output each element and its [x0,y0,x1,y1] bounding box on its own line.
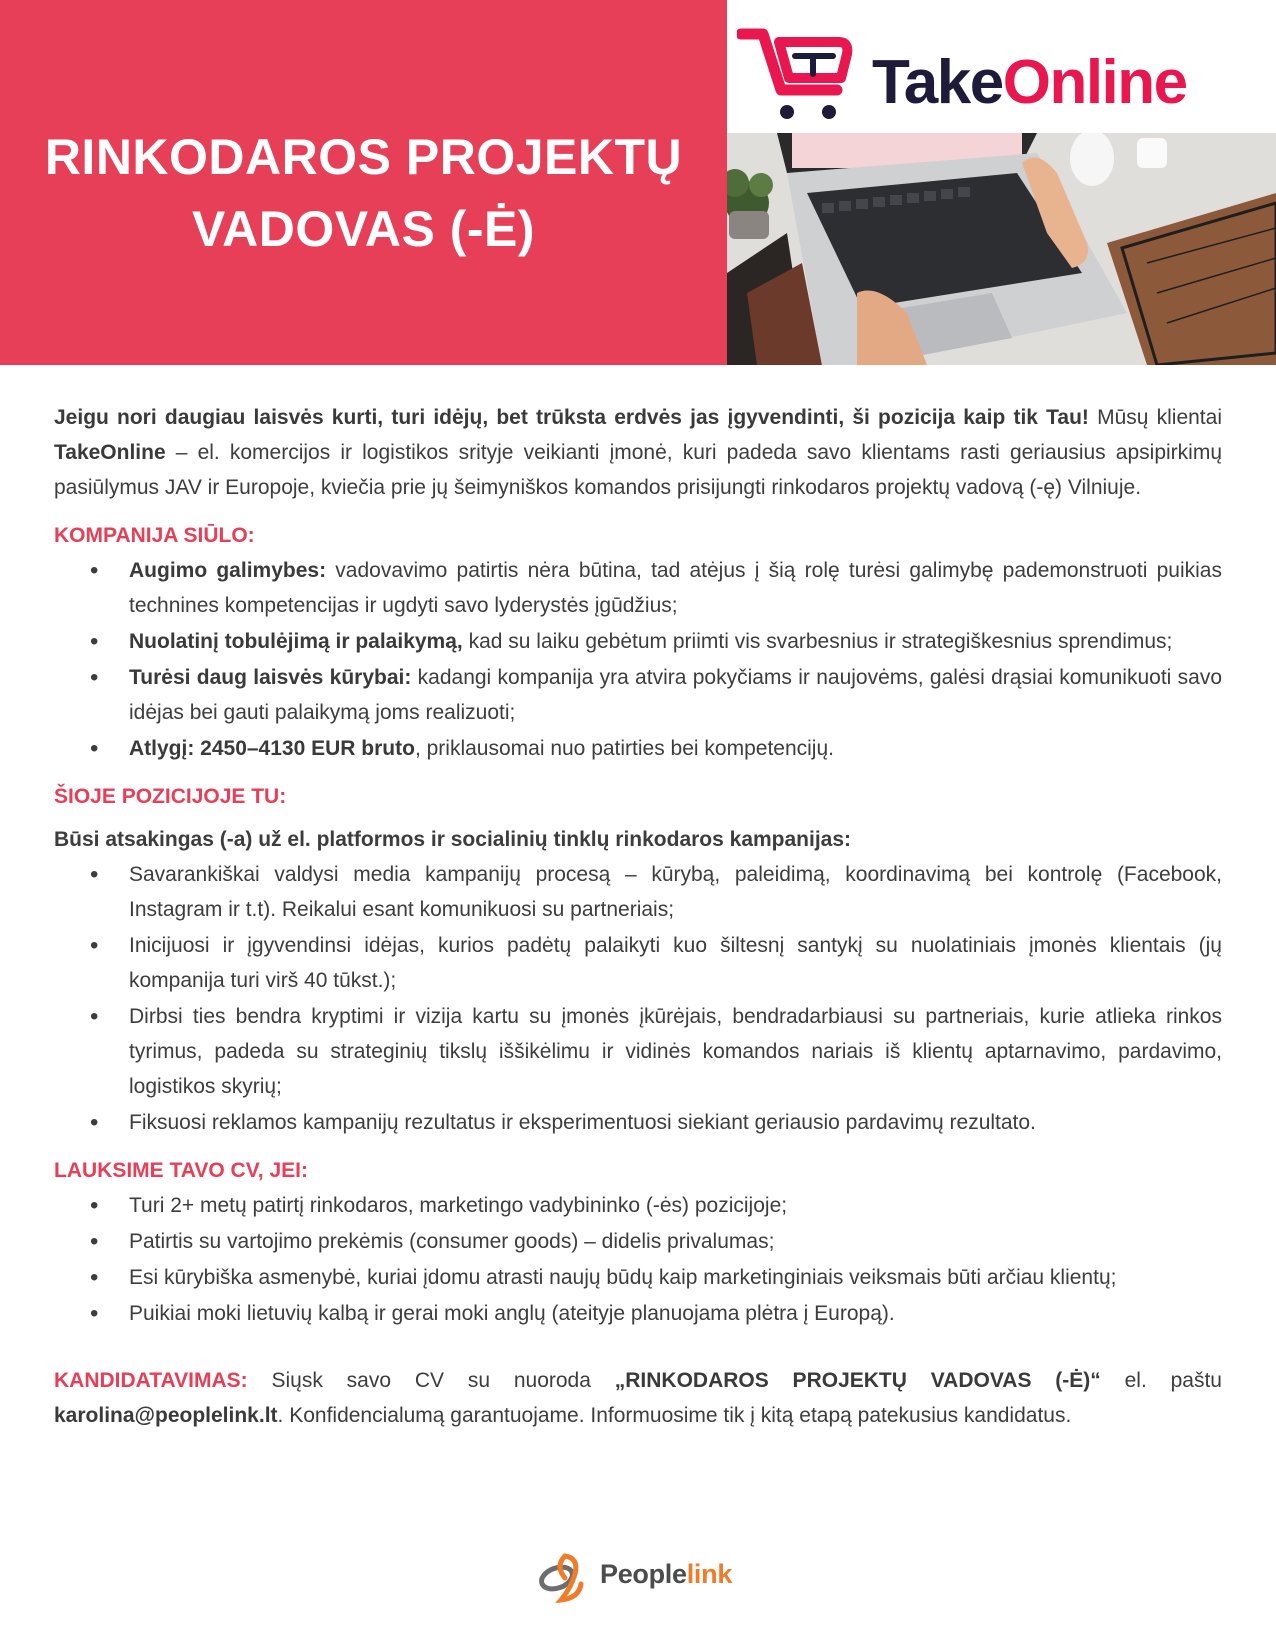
email-link[interactable]: karolina@peoplelink.lt [54,1404,278,1427]
list-item: • Savarankiškai valdysi media kampanijų procesą – kūrybą, paleidimą, koordinavimą bei kontrolę (Facebook, Instagram ir t.t). Reikalui esant komunikuosi su partneriais; [54,857,1222,927]
candidacy-paragraph: KANDIDATAVIMAS: Siųsk savo CV su nuoroda „RINKODAROS PROJEKTŲ VADOVAS (-Ė)“ el. paštu karolina@peoplelink.lt. Konfidencialumą garantuojame. Informuosime tik į kitą etapą patekusius kandidatus. [54,1369,1222,1427]
peoplelink-wordmark: Peoplelink [600,1559,733,1589]
position-subheading: Būsi atsakingas (-a) už el. platformos ir socialinių tinklų rinkodaros kampanijas: [54,828,852,851]
cart-icon [737,28,857,128]
title-line-2: VADOVAS (-Ė) [191,200,536,257]
list-item: • Nuolatinį tobulėjimą ir palaikymą, kad su laiku gebėtum priimti vis svarbesnius ir strategiškesnius sprendimus; [54,624,1222,659]
offers-heading: KOMPANIJA SIŪLO: [54,524,255,547]
takeonline-wordmark: TakeOnline [872,48,1187,117]
list-item: • Atlygį: 2450–4130 EUR bruto, priklausomai nuo patirties bei kompetencijų. [54,731,1222,766]
page-title [45,101,682,265]
requirements-heading: LAUKSIME TAVO CV, JEI: [54,1159,308,1182]
position-list [54,857,1222,1140]
list-item: • Inicijuosi ir įgyvendinsi idėjas, kurios padėtų palaikyti kuo šiltesnį santykį su nuolatiniais įmonės klientais (jų kompanija turi virš 40 tūkst.); [54,928,1222,998]
list-item: • Turi 2+ metų patirtį rinkodaros, marketingo vadybininko (-ės) pozicijoje; [54,1188,1222,1223]
requirements-list [54,1188,1222,1331]
list-item: • Dirbsi ties bendra kryptimi ir vizija kartu su įmonės įkūrėjais, bendradarbiausi su partneriais, kurie atlieka rinkos tyrimus, padeda su strateginių tikslų iššikėlimu ir vidinės komandos nariais iš klientų aptarnavimo, pardavimo, logistikos skyrių; [54,999,1222,1104]
title-line-1: RINKODAROS PROJEKTŲ [44,128,683,185]
offers-list [54,553,1222,766]
candidacy-label: KANDIDATAVIMAS: [54,1369,248,1392]
list-item: • Augimo galimybes: vadovavimo patirtis nėra būtina, tad atėjus į šią rolę turėsi galimybę pademonstruoti puikias technines kompetencijas ir ugdyti savo lyderystės įgūdžius; [54,553,1222,623]
header [0,0,1276,365]
list-item: • Esi kūrybiška asmenybė, kuriai įdomu atrasti naujų būdų kaip marketinginiais veiksmais būti arčiau klientų; [54,1260,1222,1295]
company-name: TakeOnline [54,441,166,464]
title-banner [0,0,727,365]
list-item: • Patirtis su vartojimo prekėmis (consumer goods) – didelis privalumas; [54,1224,1222,1259]
job-ad-body [54,400,1222,1433]
list-item: • Turėsi daug laisvės kūrybai: kadangi kompanija yra atvira pokyčiams ir naujovėms, galėsi drąsiai komunikuoti savo idėjas bei gauti palaikymą joms realizuoti; [54,660,1222,730]
laptop-photo [727,133,1276,365]
reference-text: „RINKODAROS PROJEKTŲ VADOVAS (-Ė)“ [614,1369,1101,1392]
list-item: • Fiksuosi reklamos kampanijų rezultatus ir eksperimentuosi siekiant geriausio pardavimų rezultato. [54,1105,1222,1140]
takeonline-logo [727,0,1276,133]
peoplelink-icon [535,1548,595,1608]
list-item: • Puikiai moki lietuvių kalbą ir gerai moki anglų (ateityje planuojama plėtra į Europą). [54,1296,1222,1331]
position-heading: ŠIOJE POZICIJOJE TU: [54,785,287,808]
intro-paragraph: Jeigu nori daugiau laisvės kurti, turi idėjų, bet trūksta erdvės jas įgyvendinti, ši pozicija kaip tik Tau! Mūsų klientai TakeOnline – el. komercijos ir logistikos srityje veikianti įmonė, kuri padeda savo klientams rasti geriausius apsipirkimų pasiūlymus JAV ir Europoje, kviečia prie jų šeimyniškos komandos prisijungti rinkodaros projektų vadovą (-ę) Vilniuje. [54,406,1222,499]
